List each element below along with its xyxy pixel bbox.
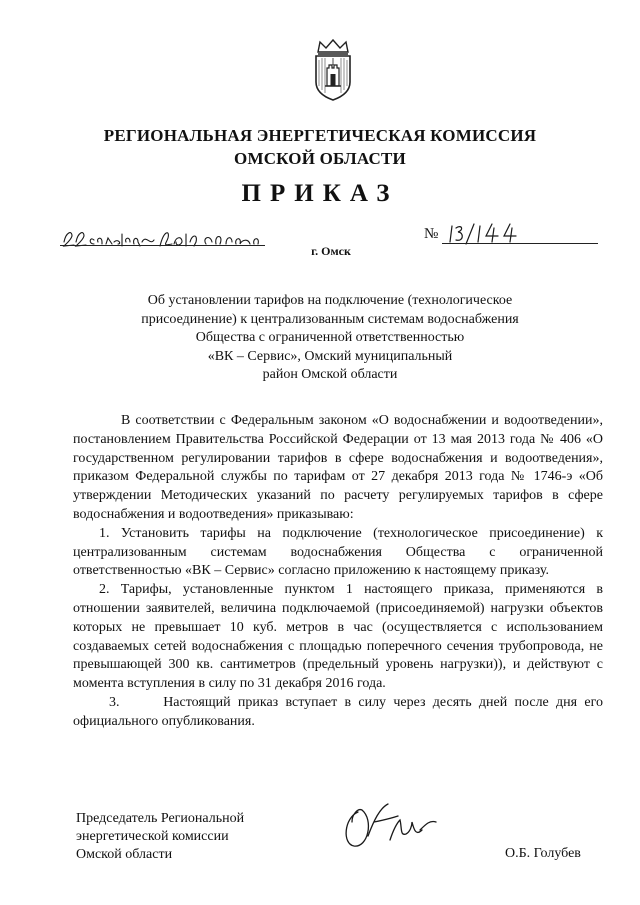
preamble-paragraph: В соответствии с Федеральным законом «О водоснабжении и водоотведении», постановлением Правительства Российской Федерации от 13 мая 2013 года № 406 «О государственном регулировании тарифов в сфере водоснабжения и водоотведения», приказом Федеральной службы по тарифам от 27 декабря 2013 года № 1746-э «Об утверждении Методических указаний по расчету регулируемых тарифов в сфере водоснабжения и водоотведения» приказываю:: [73, 413, 603, 522]
signatory-position-line: энергетической комиссии: [76, 829, 229, 844]
item-3-paragraph: 3. Настоящий приказ вступает в силу через десять дней после дня его официального опубликования.: [73, 694, 607, 729]
city: г. Омск: [311, 244, 351, 258]
order-body: [73, 412, 607, 732]
item-1-paragraph: 1. Установить тарифы на подключение (технологическое присоединение) к централизованным системам водоснабжения Общества с ограниченной ответственностью «ВК – Сервис» согласно приложению к настоящему приказу.: [73, 525, 603, 579]
subject-line: «ВК – Сервис», Омский муниципальный: [207, 348, 453, 364]
subject-line: присоединение) к централизованным системам водоснабжения: [141, 311, 519, 327]
organization-name-line1: РЕГИОНАЛЬНАЯ ЭНЕРГЕТИЧЕСКАЯ КОМИССИЯ: [103, 126, 537, 145]
subject-line: район Омской области: [262, 367, 398, 382]
number-label: №: [424, 226, 439, 242]
organization-name-line2: ОМСКОЙ ОБЛАСТИ: [234, 149, 406, 168]
number-underline: [442, 243, 598, 244]
coat-of-arms-icon: [308, 38, 358, 102]
signatory-position-line: Омской области: [76, 847, 173, 862]
document-type-heading: ПРИКАЗ: [241, 180, 399, 207]
handwritten-signature: [340, 800, 450, 855]
signatory-name: О.Б. Голубев: [505, 846, 581, 861]
order-subject: [120, 292, 540, 385]
subject-line: Об установлении тарифов на подключение (технологическое: [147, 293, 513, 308]
item-2-paragraph: 2. Тарифы, установленные пунктом 1 настоящего приказа, применяются в отношении заявителей, величина подключаемой (присоединяемой) нагрузки объектов которых не превышает 10 куб. метров в час (осуществляется с использованием создаваемых сетей водоснабжения с площадью поперечного сечения трубопровода, не превышающей 300 кв. сантиметров (предельный уровень нагрузки)), и действуют с момента вступления в силу по 31 декабря 2016 года.: [73, 582, 603, 692]
signatory-position-line: Председатель Региональной: [76, 811, 245, 826]
signatory-position: [76, 810, 244, 864]
subject-line: Общества с ограниченной ответственностью: [195, 330, 465, 345]
